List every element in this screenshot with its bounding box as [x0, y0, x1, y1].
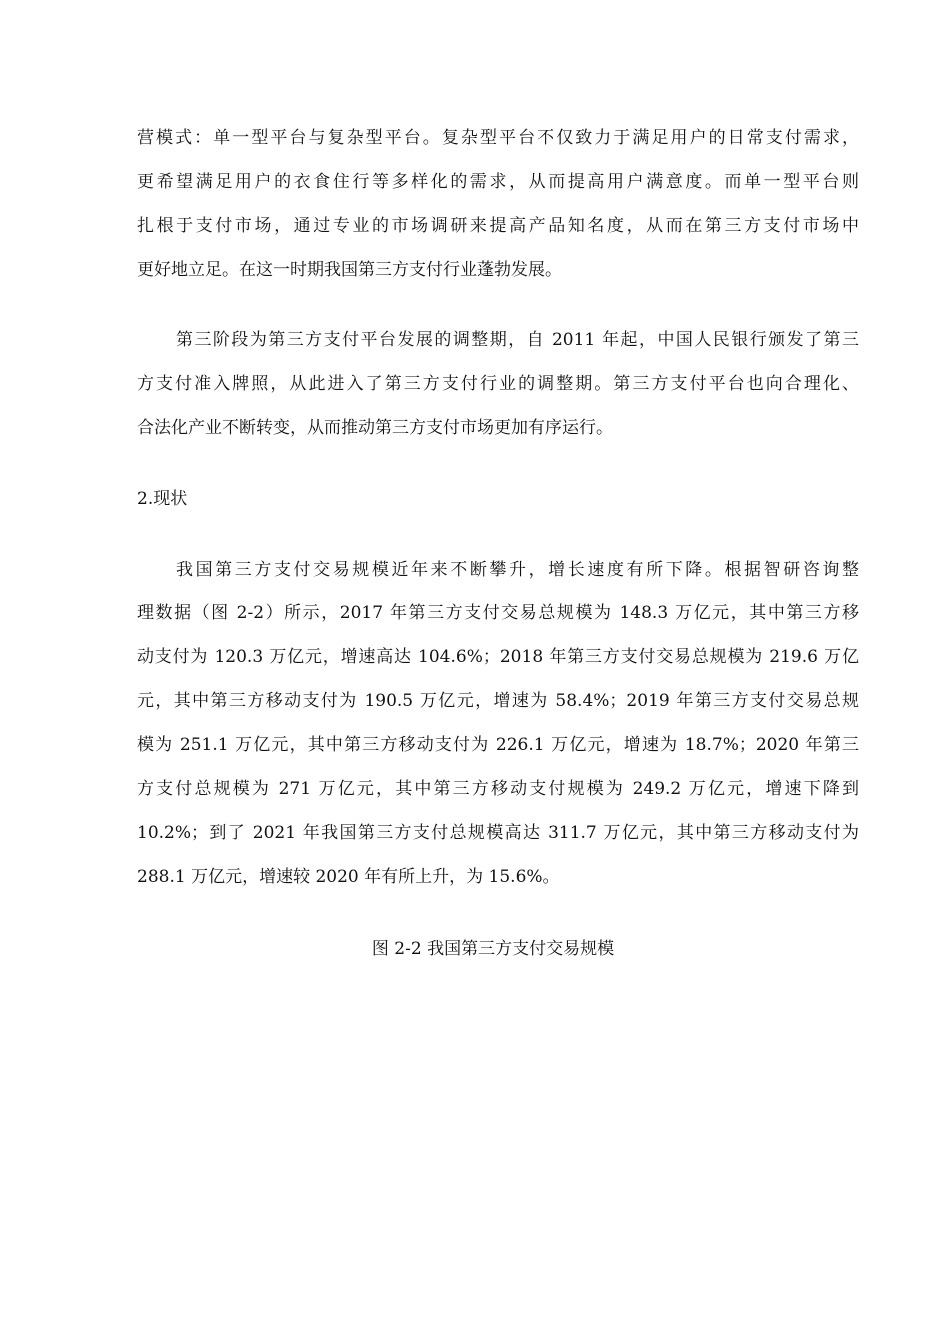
- paragraph-3-line-5: 模为 251.1 万亿元，其中第三方移动支付为 226.1 万亿元，增速为 18.7%；2020 年第三: [137, 735, 859, 755]
- paragraph-1-line-2: 更希望满足用户的衣食住行等多样化的需求，从而提高用户满意度。而单一型平台则: [137, 172, 859, 192]
- paragraph-1-line-4: 更好地立足。在这一时期我国第三方支付行业蓬勃发展。: [137, 260, 562, 280]
- paragraph-2-line-1: 第三阶段为第三方支付平台发展的调整期，自 2011 年起，中国人民银行颁发了第三: [176, 330, 859, 350]
- paragraph-2-line-2: 方支付准入牌照，从此进入了第三方支付行业的调整期。第三方支付平台也向合理化、: [137, 374, 859, 394]
- paragraph-1-line-3: 扎根于支付市场，通过专业的市场调研来提高产品知名度，从而在第三方支付市场中: [137, 216, 859, 236]
- paragraph-3-line-7: 10.2%；到了 2021 年我国第三方支付总规模高达 311.7 万亿元，其中第三方移动支付为: [137, 823, 859, 843]
- paragraph-3-line-1: 我国第三方支付交易规模近年来不断攀升，增长速度有所下降。根据智研咨询整: [176, 560, 859, 580]
- figure-caption: 图 2-2 我国第三方支付交易规模: [371, 939, 615, 959]
- section-heading: 2.现状: [137, 489, 188, 509]
- paragraph-1-line-1: 营模式：单一型平台与复杂型平台。复杂型平台不仅致力于满足用户的日常支付需求，: [137, 128, 859, 148]
- paragraph-2-line-3: 合法化产业不断转变，从而推动第三方支付市场更加有序运行。: [137, 418, 613, 438]
- paragraph-3-line-8: 288.1 万亿元，增速较 2020 年有所上升，为 15.6%。: [137, 867, 560, 887]
- paragraph-3-line-4: 元，其中第三方移动支付为 190.5 万亿元，增速为 58.4%；2019 年第三方支付交易总规: [137, 691, 859, 711]
- paragraph-3-line-6: 方支付总规模为 271 万亿元，其中第三方移动支付规模为 249.2 万亿元，增速下降到: [137, 779, 859, 799]
- paragraph-3-line-3: 动支付为 120.3 万亿元，增速高达 104.6%；2018 年第三方支付交易总规模为 219.6 万亿: [137, 647, 859, 667]
- paragraph-3-line-2: 理数据（图 2-2）所示，2017 年第三方支付交易总规模为 148.3 万亿元，其中第三方移: [137, 603, 859, 623]
